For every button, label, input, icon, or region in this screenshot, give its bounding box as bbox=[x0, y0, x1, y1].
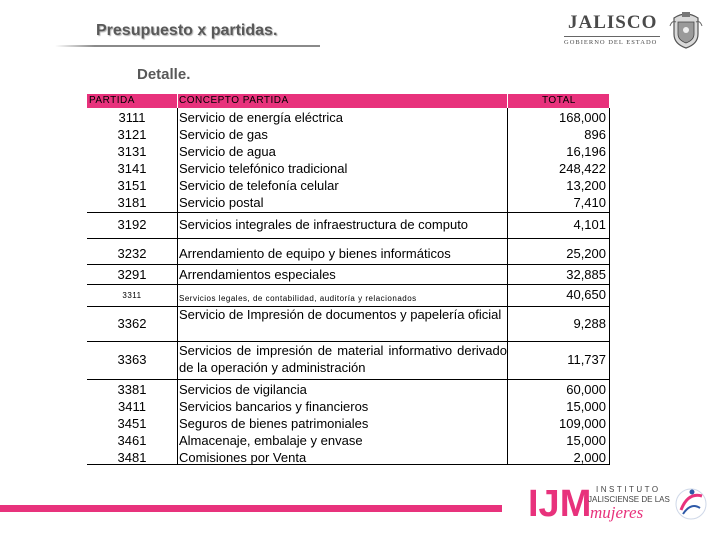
cell-code: 3291 bbox=[117, 267, 147, 282]
cell-description: Comisiones por Venta bbox=[179, 450, 307, 465]
page-subtitle: Detalle. bbox=[137, 66, 191, 83]
cell-code: 3362 bbox=[117, 316, 147, 331]
row-divider bbox=[87, 238, 609, 239]
cell-code: 3461 bbox=[117, 433, 147, 448]
cell-description: Servicios integrales de infraestructura de computo bbox=[179, 217, 469, 232]
cell-code: 3181 bbox=[117, 195, 147, 210]
logo-line-2: JALISCIENSE DE LAS bbox=[588, 495, 670, 504]
cell-code: 3131 bbox=[117, 144, 147, 159]
cell-total: 11,737 bbox=[567, 352, 606, 367]
cell-description: Servicio de Impresión de documentos y papelería oficial bbox=[179, 307, 502, 322]
ijm-logo-icon bbox=[528, 478, 708, 530]
header-divider bbox=[507, 94, 508, 108]
cell-code: 3141 bbox=[117, 161, 147, 176]
cell-total: 32,885 bbox=[566, 267, 606, 282]
cell-description: Servicio postal bbox=[179, 195, 264, 210]
column-divider bbox=[507, 108, 508, 465]
cell-total: 60,000 bbox=[566, 382, 606, 397]
cell-total: 109,000 bbox=[559, 416, 606, 431]
cell-total: 248,422 bbox=[559, 161, 606, 176]
cell-code: 3381 bbox=[117, 382, 147, 397]
column-header-total: TOTAL bbox=[542, 95, 576, 106]
cell-code: 3192 bbox=[117, 217, 147, 232]
footer-accent-bar bbox=[0, 505, 502, 512]
cell-description: Servicio de gas bbox=[179, 127, 268, 142]
cell-total: 15,000 bbox=[566, 433, 606, 448]
cell-description: Servicio de energía eléctrica bbox=[179, 110, 344, 125]
row-divider bbox=[87, 264, 609, 265]
cell-description: Servicios bancarios y financieros bbox=[179, 399, 369, 414]
title-underline bbox=[55, 45, 320, 47]
cell-description: Arrendamientos especiales bbox=[179, 267, 336, 282]
coat-of-arms-icon bbox=[668, 8, 704, 50]
cell-total: 168,000 bbox=[559, 110, 606, 125]
cell-code: 3481 bbox=[117, 450, 147, 465]
cell-description: Arrendamiento de equipo y bienes informáticos bbox=[179, 246, 451, 261]
cell-description: Almacenaje, embalaje y envase bbox=[179, 433, 363, 448]
cell-description: Servicios de impresión de material informativo derivado de la operación y administración bbox=[179, 343, 507, 375]
cell-total: 13,200 bbox=[566, 178, 606, 193]
cell-total: 4,101 bbox=[573, 217, 606, 232]
cell-description: Servicios legales, de contabilidad, auditoría y relacionados bbox=[179, 294, 417, 303]
column-header-partida: PARTIDA bbox=[89, 95, 135, 106]
row-divider bbox=[87, 284, 609, 285]
cell-total: 2,000 bbox=[573, 450, 606, 465]
jalisco-logo-text: JALISCO bbox=[568, 12, 658, 33]
cell-description: Servicio telefónico tradicional bbox=[179, 161, 348, 176]
cell-total: 9,288 bbox=[573, 316, 606, 331]
instituto-mujeres-logo bbox=[528, 478, 708, 530]
row-divider bbox=[87, 379, 609, 380]
logo-line-1: INSTITUTO bbox=[596, 485, 661, 494]
logo-line-3: mujeres bbox=[590, 503, 644, 522]
cell-total: 7,410 bbox=[573, 195, 606, 210]
cell-code: 3111 bbox=[118, 110, 146, 125]
cell-total: 25,200 bbox=[566, 246, 606, 261]
row-divider bbox=[87, 341, 609, 342]
logo-divider bbox=[564, 36, 660, 37]
column-divider bbox=[177, 108, 178, 465]
cell-code: 3151 bbox=[117, 178, 147, 193]
cell-code: 3121 bbox=[117, 127, 147, 142]
logo-mark: IJM bbox=[528, 483, 592, 525]
column-divider bbox=[609, 108, 610, 465]
jalisco-logo bbox=[558, 8, 708, 50]
cell-description: Seguros de bienes patrimoniales bbox=[179, 416, 369, 431]
cell-total: 16,196 bbox=[566, 144, 606, 159]
column-header-concepto: CONCEPTO PARTIDA bbox=[179, 95, 289, 106]
cell-code: 3232 bbox=[117, 246, 147, 261]
cell-description: Servicios de vigilancia bbox=[179, 382, 307, 397]
cell-code: 3311 bbox=[122, 291, 142, 300]
cell-code: 3411 bbox=[118, 399, 146, 414]
cell-description: Servicio de agua bbox=[179, 144, 276, 159]
cell-total: 40,650 bbox=[566, 287, 606, 302]
page-title: Presupuesto x partidas. bbox=[96, 22, 278, 39]
header-divider bbox=[177, 94, 178, 108]
cell-total: 896 bbox=[584, 127, 606, 142]
cell-code: 3363 bbox=[117, 352, 147, 367]
cell-code: 3451 bbox=[117, 416, 147, 431]
jalisco-logo-subtext: GOBIERNO DEL ESTADO bbox=[564, 39, 658, 46]
table-header bbox=[87, 94, 609, 108]
cell-total: 15,000 bbox=[566, 399, 606, 414]
row-divider bbox=[87, 212, 609, 213]
cell-description: Servicio de telefonía celular bbox=[179, 178, 339, 193]
